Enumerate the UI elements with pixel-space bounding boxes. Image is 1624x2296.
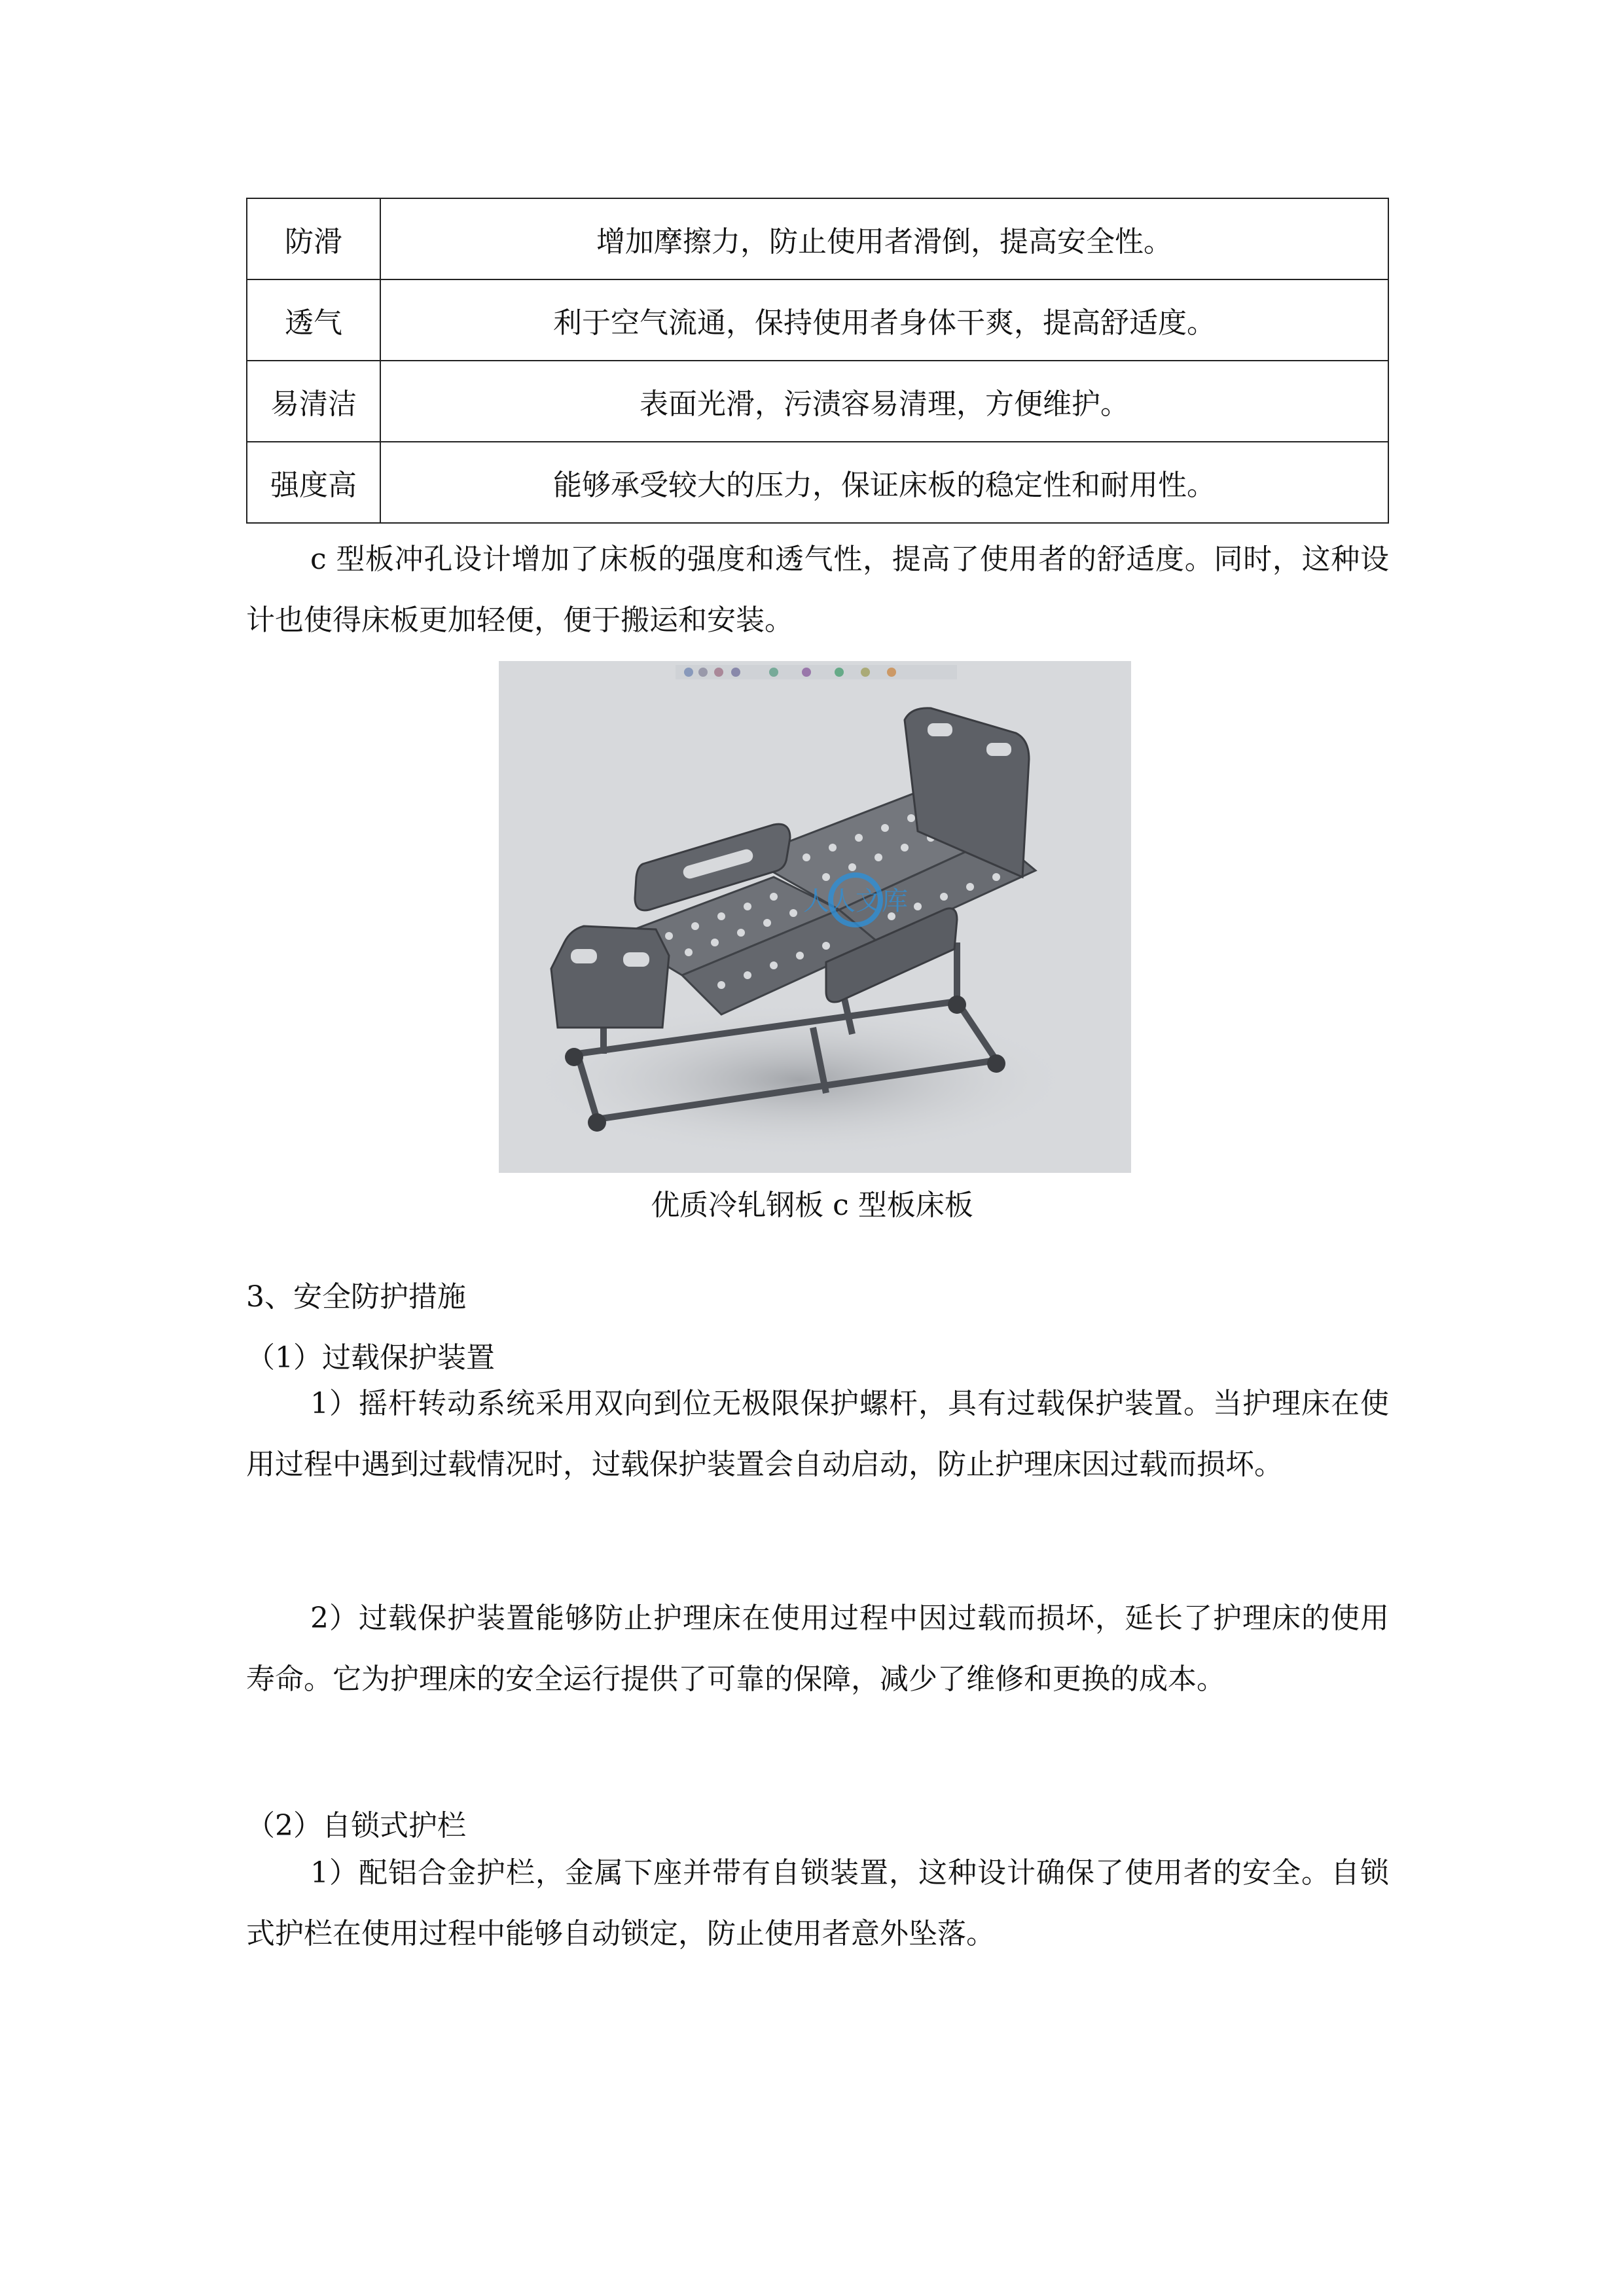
paragraph: 2）过载保护装置能够防止护理床在使用过程中因过载而损坏，延长了护理床的使用寿命。它为护理床的安全运行提供了可靠的保障，减少了维修和更换的成本。 <box>246 1602 1389 1696</box>
description-cell: 利于空气流通，保持使用者身体干爽，提高舒适度。 <box>380 279 1388 361</box>
subsection-title: （1）过载保护装置 <box>246 1341 495 1374</box>
paragraph: 1）摇杆转动系统采用双向到位无极限保护螺杆，具有过载保护装置。当护理床在使用过程中遇到过载情况时，过载保护装置会自动启动，防止护理床因过载而损坏。 <box>246 1387 1389 1481</box>
toolbar-icons <box>676 665 957 679</box>
feature-table <box>246 198 1389 524</box>
table-row <box>247 442 1388 523</box>
feature-cell: 防滑 <box>247 198 380 279</box>
section-title: 3、安全防护措施 <box>246 1280 466 1314</box>
table-row <box>247 361 1388 442</box>
paragraph: 1）配铝合金护栏，金属下座并带有自锁装置，这种设计确保了使用者的安全。自锁式护栏在使用过程中能够自动锁定，防止使用者意外坠落。 <box>246 1856 1389 1950</box>
feature-cell: 易清洁 <box>247 361 380 442</box>
intro-paragraph: c 型板冲孔设计增加了床板的强度和透气性，提高了使用者的舒适度。同时，这种设计也使得床板更加轻便，便于搬运和安装。 <box>246 543 1389 637</box>
description-cell: 表面光滑，污渍容易清理，方便维护。 <box>380 361 1388 442</box>
table-row <box>247 198 1388 279</box>
headboard <box>551 926 669 1028</box>
bed-frame-illustration <box>499 661 1131 1173</box>
description-cell: 能够承受较大的压力，保证床板的稳定性和耐用性。 <box>380 442 1388 523</box>
svg-text:人人文库: 人人文库 <box>803 886 908 916</box>
figure-caption: 优质冷轧钢板 c 型板床板 <box>651 1189 973 1222</box>
description-cell: 增加摩擦力，防止使用者滑倒，提高安全性。 <box>380 198 1388 279</box>
bed-figure <box>499 661 1131 1173</box>
subsection-title: （2）自锁式护栏 <box>246 1809 466 1842</box>
table-row <box>247 279 1388 361</box>
feature-cell: 透气 <box>247 279 380 361</box>
feature-cell: 强度高 <box>247 442 380 523</box>
